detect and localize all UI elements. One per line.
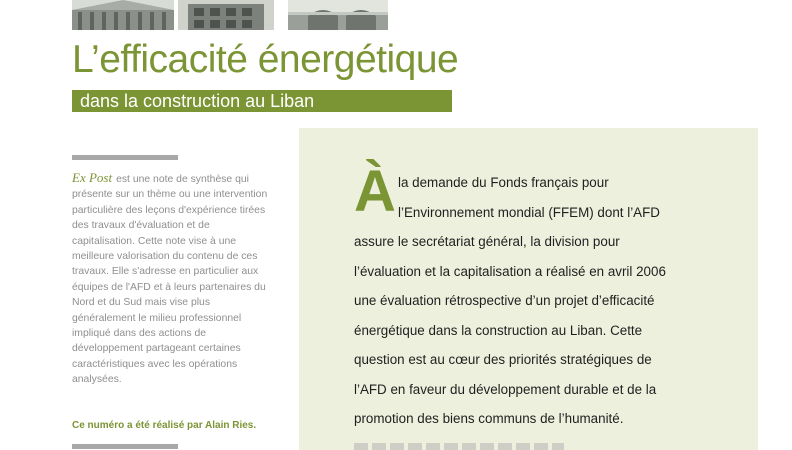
article-line: l’Environnement mondial (FFEM) dont l’AFD bbox=[398, 204, 660, 220]
article-continued-line bbox=[354, 443, 564, 450]
sidebar-top-rule bbox=[72, 155, 178, 160]
sidebar-description bbox=[72, 170, 272, 388]
sidebar-description-text: est une note de synthèse qui présente sur un thème ou une intervention particulière des leçons d'expérience tirées des travaux d'évaluation et de capitalisation. Cette note vise à une meilleure valorisation du contenu de ces travaux. Elle s'adresse en particulier aux équipes de l'AFD et à leurs partenaires du Nord et du Sud mais vise plus généralement le milieu professionnel impliqué dans des actions de développement partageant certaines caractéristiques avec les opérations analysées. bbox=[72, 174, 268, 386]
article-line: promotion des biens communs de l’humanité. bbox=[354, 411, 624, 426]
article-line: assure le secrétariat général, la division pour bbox=[354, 234, 620, 249]
article-line: l’AFD en faveur du développement durable et de la bbox=[354, 381, 657, 397]
page-subtitle: dans la construction au Liban bbox=[80, 91, 315, 111]
article-line: énergétique dans la construction au Liban. Cette bbox=[354, 322, 643, 338]
building-photo-1 bbox=[72, 0, 174, 30]
page-title: L’efficacité énergétique bbox=[72, 38, 459, 81]
building-photo-3 bbox=[288, 0, 388, 30]
article-line: une évaluation rétrospective d’un projet d’efficacité bbox=[354, 293, 655, 308]
sidebar-credit: Ce numéro a été réalisé par Alain Ries. bbox=[72, 420, 257, 431]
sidebar-brand: Ex Post bbox=[72, 170, 113, 185]
building-photo-2 bbox=[178, 0, 274, 30]
article-line: la demande du Fonds français pour bbox=[398, 175, 609, 190]
header-photo-strip bbox=[72, 0, 388, 30]
subtitle-banner bbox=[72, 90, 452, 112]
article-line: l’évaluation et la capitalisation a réalisé en avril 2006 bbox=[354, 263, 666, 279]
article-dropcap: À bbox=[354, 159, 396, 224]
article-line: question est au cœur des priorités stratégiques de bbox=[354, 352, 652, 367]
sidebar-bottom-rule bbox=[72, 444, 178, 449]
